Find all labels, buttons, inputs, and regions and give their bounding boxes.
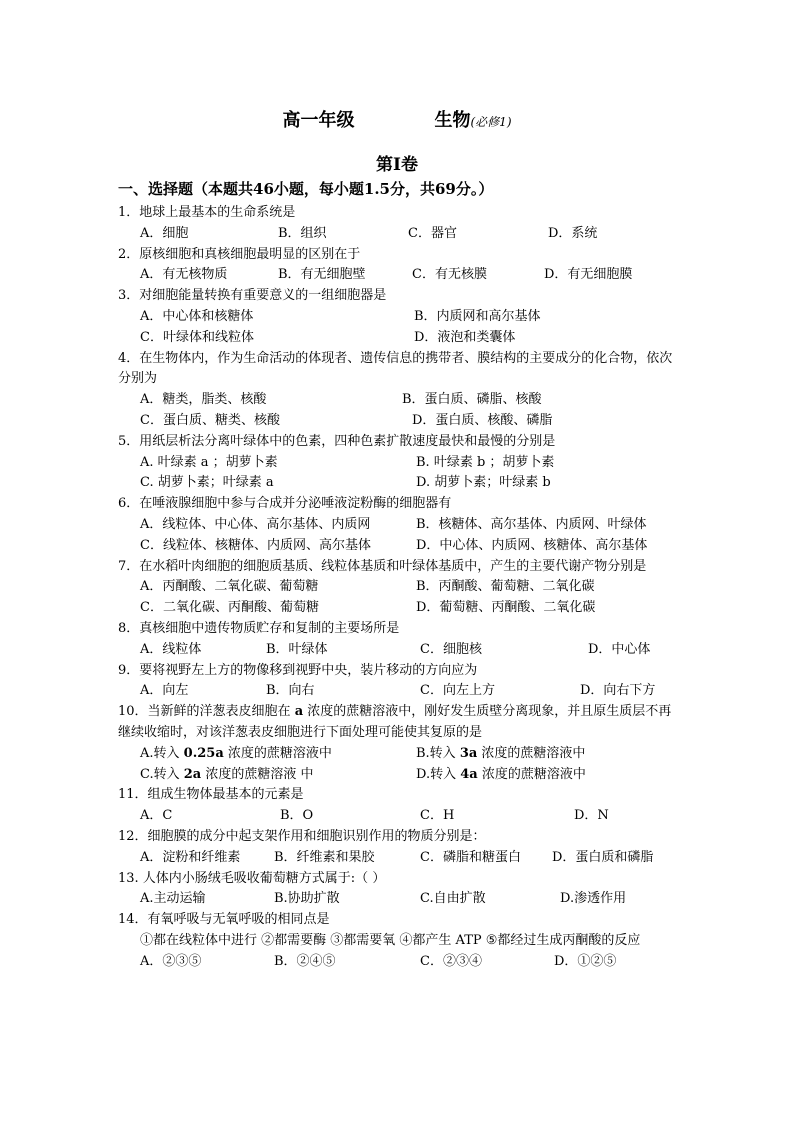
- option-b: B．有无细胞壁: [278, 267, 366, 283]
- question-stem: 4．在生物体内，作为生命活动的体现者、遗传信息的携带者、膜结构的主要成分的化合物，依次分别为: [118, 350, 673, 387]
- option-b: B．蛋白质、磷脂、核酸: [402, 392, 542, 408]
- section-heading: 一、选择题（本题共46小题，每小题1.5分，共69分。）: [118, 180, 494, 198]
- option-d: D．蛋白质、核酸、磷脂: [412, 412, 553, 428]
- option-row: [118, 889, 684, 910]
- question-stem: 2．原核细胞和真核细胞最明显的区别在于: [118, 246, 361, 262]
- option-c: C．器官: [408, 225, 457, 241]
- option-a: A．糖类，脂类、核酸: [140, 392, 267, 408]
- option-b: B．纤维素和果胶: [274, 849, 375, 865]
- option-row: [118, 806, 684, 827]
- question-stem: 1．地球上最基本的生命系统是: [118, 205, 296, 220]
- option-row: [118, 577, 684, 598]
- option-row: [118, 765, 684, 786]
- option-a: A．C: [140, 808, 173, 824]
- option-b: B．内质网和高尔基体: [414, 308, 541, 324]
- question-stem: 9．要将视野左上方的物像移到视野中央，装片移动的方向应为: [118, 662, 478, 678]
- option-row: [118, 411, 684, 432]
- option-a: A．线粒体: [140, 641, 202, 657]
- option-d: D．葡萄糖、丙酮酸、二氧化碳: [416, 600, 596, 616]
- option-b: B.协助扩散: [274, 891, 340, 907]
- page-title: [0, 106, 794, 132]
- option-row: [118, 307, 684, 328]
- option-b: B. 叶绿素 b ；胡萝卜素: [416, 454, 555, 470]
- option-row: [118, 640, 684, 661]
- option-c: C．二氧化碳、丙酮酸、葡萄糖: [140, 600, 319, 616]
- option-d: D．向右下方: [580, 683, 656, 699]
- option-d: D.转入 4a 浓度的蔗糖溶液中: [416, 766, 586, 782]
- option-row: [118, 265, 684, 286]
- option-c: C．线粒体、核糖体、内质网、高尔基体: [140, 537, 371, 553]
- option-d: D．液泡和类囊体: [414, 329, 516, 345]
- question-stem: 10．当新鲜的洋葱表皮细胞在 a 浓度的蔗糖溶液中，刚好发生质壁分离现象，并且原生质层不再继续收缩时，对该洋葱表皮细胞进行下面处理可能使其复原的是: [118, 704, 672, 740]
- volume-heading: 第Ⅰ卷: [376, 155, 418, 175]
- option-d: D．①②⑤: [554, 953, 617, 969]
- option-row: [118, 536, 684, 557]
- option-b: B．向右: [266, 683, 315, 699]
- option-c: C．H: [420, 808, 455, 824]
- option-a: A．向左: [140, 683, 189, 699]
- option-a: A.转入 0.25a 浓度的蔗糖溶液中: [140, 745, 332, 761]
- subject-label: 生物: [434, 110, 471, 131]
- option-d: D．中心体: [588, 641, 651, 657]
- option-d: D．有无细胞膜: [544, 267, 633, 283]
- option-b: B．丙酮酸、葡萄糖、二氧化碳: [416, 579, 595, 595]
- option-a: A．淀粉和纤维素: [140, 849, 241, 865]
- question-stem: 5．用纸层析法分离叶绿体中的色素，四种色素扩散速度最快和最慢的分别是: [118, 433, 556, 449]
- option-b: B.转入 3a 浓度的蔗糖溶液中: [416, 745, 586, 761]
- option-row: [118, 681, 684, 702]
- question-stem: 6．在唾液腺细胞中参与合成并分泌唾液淀粉酶的细胞器有: [118, 496, 452, 512]
- option-row: [118, 453, 684, 474]
- option-a: A．有无核物质: [140, 267, 228, 283]
- option-c: C．磷脂和糖蛋白: [420, 849, 521, 865]
- option-row: [118, 328, 684, 349]
- question-stem: 13. 人体内小肠绒毛吸收葡萄糖方式属于:（ ）: [118, 870, 386, 886]
- option-b: B．组织: [278, 225, 327, 241]
- option-c: C.转入 2a 浓度的蔗糖溶液 中: [140, 766, 314, 782]
- option-a: A. 叶绿素 a ；胡萝卜素: [140, 454, 278, 470]
- grade-label: 高一年级: [282, 110, 355, 131]
- option-c: C．细胞核: [420, 641, 482, 657]
- question-stem: 7．在水稻叶肉细胞的细胞质基质、线粒体基质和叶绿体基质中，产生的主要代谢产物分别是: [118, 558, 647, 574]
- option-b: B．O: [280, 808, 314, 824]
- option-a: A．细胞: [140, 225, 189, 241]
- question-stem: 11．组成生物体最基本的元素是: [118, 787, 304, 803]
- question-stem: 12．细胞膜的成分中起支架作用和细胞识别作用的物质分别是：: [118, 828, 486, 844]
- option-c: C．有无核膜: [412, 267, 487, 283]
- option-a: A．②③⑤: [140, 953, 202, 969]
- option-row: [118, 744, 684, 765]
- option-a: A．丙酮酸、二氧化碳、葡萄糖: [140, 579, 319, 595]
- option-row: [118, 598, 684, 619]
- question-stem: 14．有氧呼吸与无氧呼吸的相同点是: [118, 912, 330, 928]
- option-a: A．中心体和核糖体: [140, 308, 254, 324]
- option-a: A．线粒体、中心体、高尔基体、内质网: [140, 516, 371, 532]
- option-d: D. 胡萝卜素；叶绿素 b: [416, 475, 551, 491]
- option-b: B．②④⑤: [274, 953, 336, 969]
- option-row: [118, 473, 684, 494]
- option-c: C．叶绿体和线粒体: [140, 329, 254, 345]
- option-b: B．核糖体、高尔基体、内质网、叶绿体: [416, 516, 647, 532]
- option-d: D．N: [574, 808, 609, 824]
- subject-note: (必修1): [470, 115, 512, 129]
- option-d: D.渗透作用: [560, 891, 627, 907]
- option-row: [118, 952, 684, 973]
- question-stem: 3．对细胞能量转换有重要意义的一组细胞器是: [118, 288, 387, 304]
- option-c: C. 胡萝卜素；叶绿素 a: [140, 475, 274, 491]
- question-list: [118, 203, 684, 972]
- option-d: D．系统: [548, 225, 598, 241]
- option-c: C．②③④: [420, 953, 482, 969]
- option-c: C．蛋白质、糖类、核酸: [140, 412, 280, 428]
- statement-list: ①都在线粒体中进行 ②都需要酶 ③都需要氧 ④都产生 ATP ⑤都经过生成丙酮酸的反应: [140, 932, 641, 948]
- option-b: B．叶绿体: [266, 641, 328, 657]
- question-stem: 8．真核细胞中遗传物质贮存和复制的主要场所是: [118, 620, 400, 636]
- option-c: C．向左上方: [420, 683, 495, 699]
- option-d: D．蛋白质和磷脂: [552, 849, 654, 865]
- option-c: C.自由扩散: [420, 891, 486, 907]
- option-d: D．中心体、内质网、核糖体、高尔基体: [416, 537, 648, 553]
- option-row: [118, 848, 684, 869]
- option-row: [118, 224, 684, 245]
- option-row: [118, 390, 684, 411]
- option-a: A.主动运输: [140, 891, 206, 907]
- option-row: [118, 515, 684, 536]
